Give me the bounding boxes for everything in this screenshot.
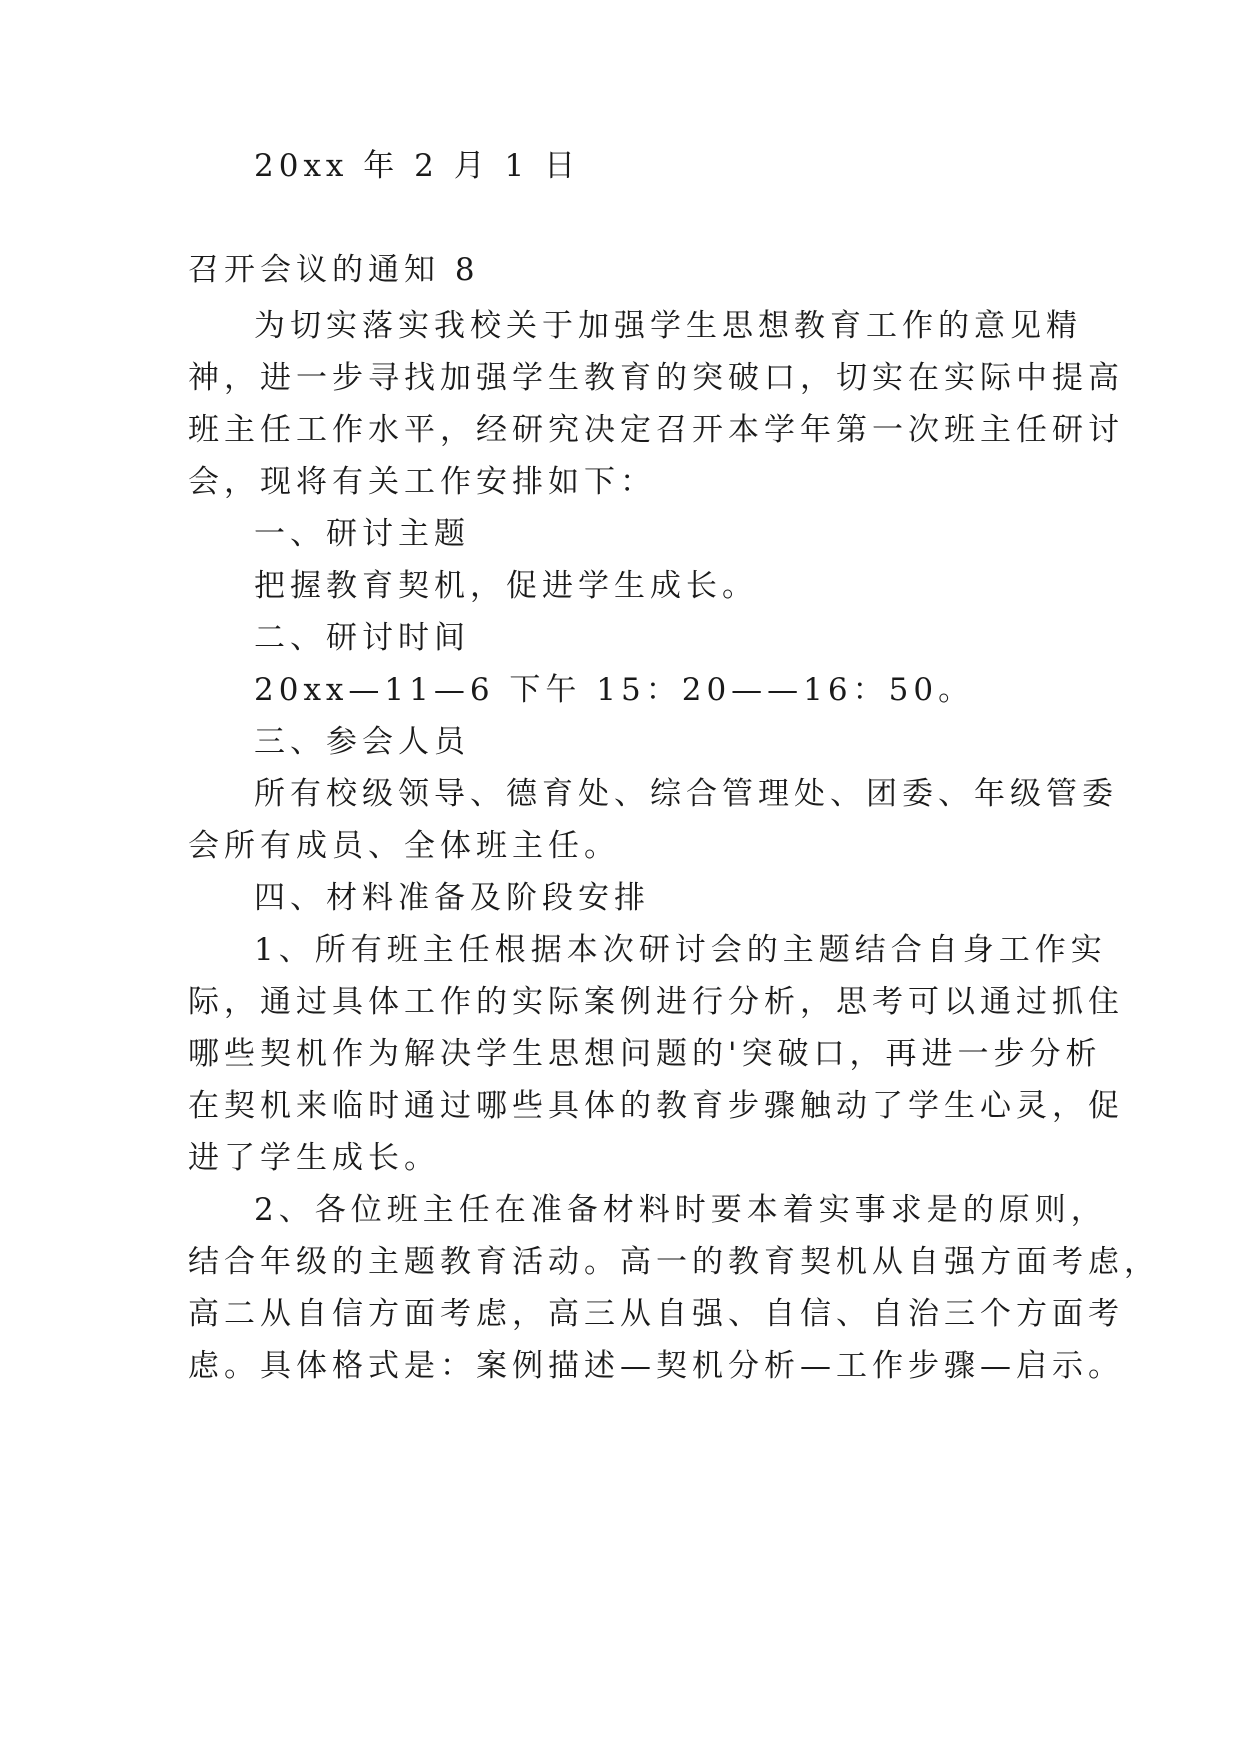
item-2-line-2: 结合年级的主题教育活动。高一的教育契机从自强方面考虑， — [188, 1244, 1160, 1280]
item-2-line-4: 虑。具体格式是：案例描述—契机分析—工作步骤—启示。 — [188, 1348, 1124, 1384]
section-4-title: 四、材料准备及阶段安排 — [254, 880, 650, 916]
item-1-line-1: 1、所有班主任根据本次研讨会的主题结合自身工作实 — [254, 932, 1107, 968]
intro-line-2: 神，进一步寻找加强学生教育的突破口，切实在实际中提高 — [188, 360, 1124, 396]
item-2-line-1: 2、各位班主任在准备材料时要本着实事求是的原则， — [254, 1192, 1107, 1228]
section-1-body: 把握教育契机，促进学生成长。 — [254, 568, 758, 604]
section-3-body-line-2: 会所有成员、全体班主任。 — [188, 828, 620, 864]
intro-line-1: 为切实落实我校关于加强学生思想教育工作的意见精 — [254, 308, 1082, 344]
item-1-line-5: 进了学生成长。 — [188, 1140, 440, 1176]
item-2-line-3: 高二从自信方面考虑，高三从自强、自信、自治三个方面考 — [188, 1296, 1124, 1332]
intro-line-3: 班主任工作水平，经研究决定召开本学年第一次班主任研讨 — [188, 412, 1124, 448]
item-1-line-2: 际，通过具体工作的实际案例进行分析，思考可以通过抓住 — [188, 984, 1124, 1020]
item-1-line-3: 哪些契机作为解决学生思想问题的'突破口，再进一步分析 — [188, 1036, 1102, 1072]
item-1-line-4: 在契机来临时通过哪些具体的教育步骤触动了学生心灵，促 — [188, 1088, 1124, 1124]
section-1-title: 一、研讨主题 — [254, 516, 470, 552]
intro-line-4: 会，现将有关工作安排如下： — [188, 464, 656, 500]
date-line: 20xx 年 2 月 1 日 — [254, 148, 581, 184]
notice-heading: 召开会议的通知 8 — [188, 252, 480, 288]
section-3-body-line-1: 所有校级领导、德育处、综合管理处、团委、年级管委 — [254, 776, 1118, 812]
section-2-body: 20xx—11—6 下午 15：20——16：50。 — [254, 672, 975, 708]
section-2-title: 二、研讨时间 — [254, 620, 470, 656]
section-3-title: 三、参会人员 — [254, 724, 470, 760]
